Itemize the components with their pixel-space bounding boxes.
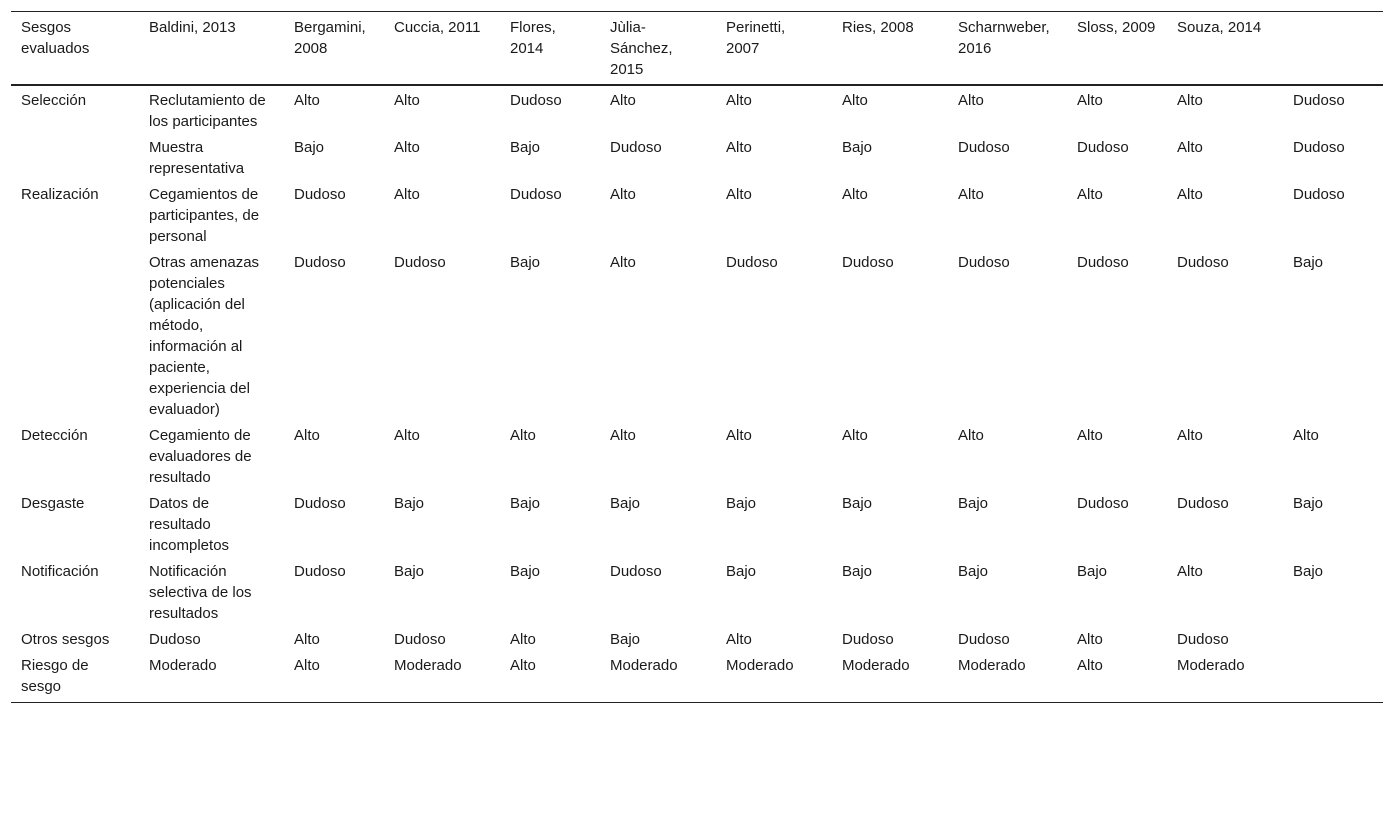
table-cell-rating: Bajo [510, 139, 541, 156]
table-cell-rating: Bajo [1293, 495, 1324, 512]
table-cell-bias-item: Muestra representativa [149, 139, 245, 177]
header-cell-study: Jùlia-Sánchez, 2015 [610, 19, 673, 78]
table-cell-rating: Alto [958, 92, 984, 109]
table-cell-rating: Moderado [1177, 657, 1245, 674]
table-row [11, 557, 1383, 625]
table-cell-rating: Alto [1177, 139, 1203, 156]
table-cell-rating [1283, 651, 1383, 703]
header-cell-study: Perinetti, 2007 [726, 19, 786, 57]
table-cell-rating: Alto [1077, 657, 1103, 674]
table-cell-rating: Alto [394, 186, 420, 203]
table-row [11, 651, 1383, 703]
table-cell-rating: Dudoso [1177, 631, 1229, 648]
table-cell-bias-category [11, 248, 139, 421]
table-row [11, 625, 1383, 651]
table-cell-rating: Alto [510, 657, 536, 674]
header-cell-study: Cuccia, 2011 [394, 19, 481, 36]
table-cell-rating: Moderado [394, 657, 462, 674]
table-row [11, 180, 1383, 248]
table-cell-rating: Dudoso [294, 495, 346, 512]
table-cell-rating: Alto [1177, 92, 1203, 109]
table-cell-rating: Dudoso [958, 254, 1010, 271]
table-cell-rating: Alto [394, 427, 420, 444]
table-row [11, 489, 1383, 557]
table-cell-rating: Dudoso [1293, 186, 1345, 203]
table-cell-rating: Dudoso [610, 139, 662, 156]
header-cell-study: Sloss, 2009 [1077, 19, 1156, 36]
table-cell-rating: Alto [842, 427, 868, 444]
table-cell-bias-item: Datos de resultado incompletos [149, 495, 230, 554]
table-cell-rating: Bajo [726, 563, 757, 580]
table-cell-rating: Alto [294, 631, 320, 648]
table-cell-rating: Dudoso [510, 92, 562, 109]
table-cell-rating: Alto [726, 139, 752, 156]
table-cell-rating: Moderado [610, 657, 678, 674]
table-cell-rating: Bajo [510, 254, 541, 271]
table-cell-rating: Bajo [958, 495, 989, 512]
table-cell-rating: Dudoso [958, 139, 1010, 156]
risk-of-bias-table [11, 11, 1383, 703]
table-cell-rating: Dudoso [1293, 92, 1345, 109]
table-cell-bias-item: Cegamientos de participantes, de personal [149, 186, 260, 245]
table-cell-bias-item: Cegamiento de evaluadores de resultado [149, 427, 252, 486]
table-cell-bias-category: Otros sesgos [21, 631, 110, 648]
table-cell-rating: Alto [726, 186, 752, 203]
table-cell-rating: Dudoso [842, 631, 894, 648]
table-cell-rating: Alto [294, 657, 320, 674]
table-cell-bias-category [11, 133, 139, 180]
table-cell-rating: Alto [842, 92, 868, 109]
table-cell-rating: Alto [726, 631, 752, 648]
table-cell-rating: Bajo [510, 495, 541, 512]
table-cell-rating: Alto [726, 92, 752, 109]
table-cell-rating: Alto [294, 427, 320, 444]
table-cell-rating: Dudoso [1177, 495, 1229, 512]
table-cell-rating: Alto [842, 186, 868, 203]
table-cell-rating: Bajo [1293, 563, 1324, 580]
table-cell-rating: Moderado [842, 657, 910, 674]
table-cell-rating: Bajo [610, 495, 641, 512]
table-cell-bias-category: Riesgo de sesgo [21, 657, 89, 695]
table-cell-rating: Dudoso [1077, 139, 1129, 156]
header-cell-study: Bergamini, 2008 [294, 19, 366, 57]
table-cell-rating: Alto [610, 92, 636, 109]
table-cell-rating: Alto [510, 631, 536, 648]
table-cell-bias-category: Desgaste [21, 495, 85, 512]
header-cell-study: Baldini, 2013 [149, 19, 236, 36]
table-cell-rating: Bajo [510, 563, 541, 580]
table-cell-rating: Alto [1077, 631, 1103, 648]
table-cell-rating: Alto [610, 254, 636, 271]
table-cell-rating: Moderado [726, 657, 794, 674]
table-cell-rating: Alto [958, 186, 984, 203]
header-cell-study: Ries, 2008 [842, 19, 914, 36]
table-cell-rating: Alto [394, 92, 420, 109]
table-cell-rating: Alto [1293, 427, 1319, 444]
table-cell-rating: Alto [610, 427, 636, 444]
header-cell-study: Souza, 2014 [1177, 19, 1262, 36]
table-cell-rating: Dudoso [394, 631, 446, 648]
header-cell-study [1283, 12, 1383, 86]
table-cell-bias-item: Moderado [149, 657, 217, 674]
table-cell-rating: Dudoso [1177, 254, 1229, 271]
table-cell-rating: Alto [1177, 427, 1203, 444]
table-cell-rating: Dudoso [394, 254, 446, 271]
table-row [11, 421, 1383, 489]
header-cell-bias-category: Sesgos evaluados [21, 19, 90, 57]
table-cell-bias-item: Otras amenazas potenciales (aplicación del método, información al paciente, experiencia del evaluador) [149, 254, 260, 418]
table-cell-rating: Dudoso [294, 563, 346, 580]
table-cell-rating: Alto [958, 427, 984, 444]
table-cell-rating: Alto [1077, 186, 1103, 203]
table-cell-bias-category: Detección [21, 427, 88, 444]
table-cell-rating [1283, 625, 1383, 651]
table-cell-rating: Alto [394, 139, 420, 156]
header-cell-study: Flores, 2014 [510, 19, 556, 57]
table-cell-rating: Alto [1177, 563, 1203, 580]
table-cell-rating: Bajo [294, 139, 325, 156]
table-cell-rating: Bajo [726, 495, 757, 512]
table-cell-rating: Dudoso [958, 631, 1010, 648]
table-cell-bias-category: Realización [21, 186, 99, 203]
table-cell-bias-item: Reclutamiento de los participantes [149, 92, 266, 130]
table-cell-rating: Bajo [1077, 563, 1108, 580]
table-cell-rating: Dudoso [294, 254, 346, 271]
table-cell-rating: Alto [510, 427, 536, 444]
table-row [11, 133, 1383, 180]
table-cell-rating: Bajo [394, 563, 425, 580]
table-cell-rating: Bajo [842, 495, 873, 512]
table-cell-rating: Bajo [394, 495, 425, 512]
table-cell-rating: Alto [1077, 92, 1103, 109]
table-body [11, 85, 1383, 703]
table-cell-rating: Bajo [958, 563, 989, 580]
table-cell-rating: Dudoso [510, 186, 562, 203]
table-cell-rating: Dudoso [842, 254, 894, 271]
table-row [11, 248, 1383, 421]
table-cell-rating: Dudoso [610, 563, 662, 580]
header-cell-study: Scharnweber, 2016 [958, 19, 1050, 57]
table-cell-rating: Alto [294, 92, 320, 109]
table-row [11, 85, 1383, 133]
table-cell-rating: Dudoso [1293, 139, 1345, 156]
table-cell-rating: Dudoso [294, 186, 346, 203]
table-cell-rating: Dudoso [1077, 495, 1129, 512]
table-cell-rating: Dudoso [726, 254, 778, 271]
table-cell-rating: Alto [1177, 186, 1203, 203]
table-cell-rating: Dudoso [1077, 254, 1129, 271]
table-cell-bias-category: Notificación [21, 563, 99, 580]
table-header [11, 12, 1383, 86]
table-cell-bias-item: Dudoso [149, 631, 201, 648]
table-cell-rating: Bajo [842, 139, 873, 156]
table-cell-bias-category: Selección [21, 92, 87, 109]
table-cell-rating: Bajo [1293, 254, 1324, 271]
risk-of-bias-table-container [11, 11, 1383, 703]
header-row [11, 12, 1383, 86]
table-cell-rating: Bajo [610, 631, 641, 648]
table-cell-rating: Alto [610, 186, 636, 203]
table-cell-rating: Alto [726, 427, 752, 444]
table-cell-rating: Bajo [842, 563, 873, 580]
table-cell-rating: Moderado [958, 657, 1026, 674]
table-cell-rating: Alto [1077, 427, 1103, 444]
table-cell-bias-item: Notificación selectiva de los resultados [149, 563, 252, 622]
